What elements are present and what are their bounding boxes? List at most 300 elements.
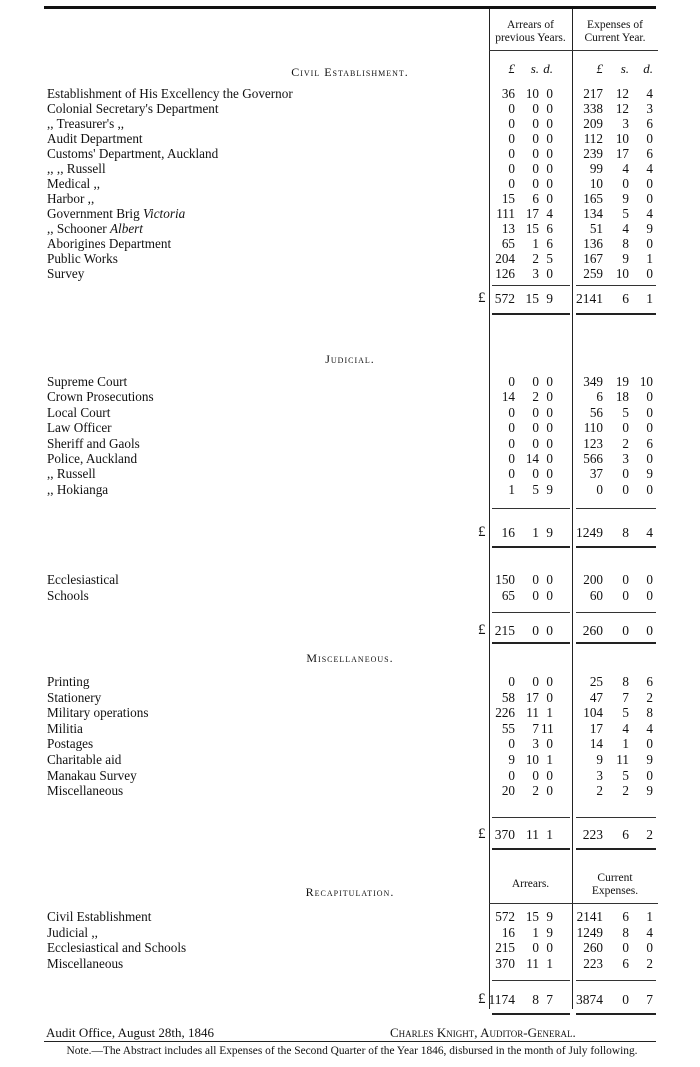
expenses-amount: 223 bbox=[583, 955, 603, 971]
arrears-amount: 2 bbox=[532, 389, 539, 404]
arrears-amount: 0 bbox=[532, 161, 539, 176]
ledger-row bbox=[47, 706, 657, 720]
row-label: Establishment of His Excellency the Governor bbox=[47, 86, 293, 101]
audit-office-date: Audit Office, August 28th, 1846 bbox=[46, 1025, 215, 1040]
arrears-amount: 0 bbox=[532, 176, 539, 191]
expenses-amount: 2 bbox=[622, 436, 629, 451]
expenses-amount: 0 bbox=[646, 940, 653, 955]
section-title: Recapitulation. bbox=[305, 885, 395, 899]
arrears-amount: 6 bbox=[532, 191, 539, 206]
section-title: Miscellaneous. bbox=[306, 651, 394, 665]
arrears-amount: 6 bbox=[546, 236, 553, 251]
expenses-amount: 5 bbox=[622, 768, 629, 783]
arrears-amount: 0 bbox=[546, 768, 553, 783]
total-rule bbox=[492, 313, 570, 315]
arrears-amount: 14 bbox=[525, 451, 539, 466]
row-label: Audit Department bbox=[47, 131, 143, 146]
arrears-amount: 0 bbox=[508, 436, 515, 451]
arrears-amount: 0 bbox=[508, 768, 515, 783]
arrears-amount: 150 bbox=[495, 572, 515, 587]
arrears-amount: 0 bbox=[532, 374, 539, 389]
arrears-amount: 0 bbox=[546, 420, 553, 435]
row-label: ,, Hokianga bbox=[47, 482, 109, 497]
expenses-amount: 1 bbox=[646, 909, 653, 924]
ledger-row bbox=[47, 237, 657, 251]
expenses-header-line2: Current Year. bbox=[584, 32, 646, 44]
expenses-amount: 14 bbox=[589, 736, 603, 751]
expenses-amount: 6 bbox=[646, 436, 653, 451]
arrears-header-line1: Arrears of bbox=[507, 19, 554, 31]
arrears-amount: 0 bbox=[546, 146, 553, 161]
expenses-amount: 0 bbox=[622, 572, 629, 587]
ledger-row bbox=[47, 375, 657, 389]
arrears-amount: 4 bbox=[546, 206, 553, 221]
expenses-amount: 0 bbox=[646, 266, 653, 281]
expenses-amount: 18 bbox=[615, 389, 629, 404]
expenses-amount: 0 bbox=[622, 482, 629, 497]
total-rule bbox=[576, 848, 656, 850]
row-label: Harbor ,, bbox=[47, 191, 95, 206]
arrears-amount: 5 bbox=[532, 482, 539, 497]
expenses-amount: 9 bbox=[622, 191, 629, 206]
ledger-row bbox=[47, 421, 657, 435]
expenses-amount: 0 bbox=[646, 176, 653, 191]
total-arrears: 7 bbox=[546, 992, 553, 1007]
ledger-row bbox=[47, 910, 657, 924]
expenses-amount: 1249 bbox=[576, 924, 603, 940]
expenses-amount: 209 bbox=[583, 116, 603, 131]
expenses-amount: 25 bbox=[589, 674, 603, 689]
expenses-amount: 10 bbox=[615, 266, 629, 281]
expenses-amount: 4 bbox=[622, 721, 629, 736]
total-arrears: 9 bbox=[546, 525, 553, 540]
expenses-amount: 2 bbox=[596, 783, 603, 798]
section-total bbox=[47, 526, 657, 540]
ledger-row bbox=[47, 102, 657, 116]
row-label: Printing bbox=[47, 674, 90, 689]
arrears-amount: 0 bbox=[546, 161, 553, 176]
total-arrears: 9 bbox=[546, 291, 553, 306]
expenses-amount: 0 bbox=[646, 588, 653, 603]
expenses-amount: 10 bbox=[615, 131, 629, 146]
total-rule bbox=[492, 817, 570, 818]
arrears-amount: 5 bbox=[546, 251, 553, 266]
unit-label: d. bbox=[643, 61, 653, 76]
total-expenses: 3874 bbox=[576, 992, 603, 1007]
expenses-amount: 0 bbox=[646, 482, 653, 497]
expenses-amount: 136 bbox=[583, 236, 603, 251]
expenses-amount: 8 bbox=[622, 674, 629, 689]
arrears-amount: 65 bbox=[501, 588, 515, 603]
arrears-amount: 0 bbox=[546, 405, 553, 420]
arrears-amount: 11 bbox=[541, 721, 554, 736]
expenses-amount: 4 bbox=[622, 221, 629, 236]
arrears-amount: 17 bbox=[525, 690, 539, 705]
total-rule bbox=[492, 848, 570, 850]
expenses-amount: 0 bbox=[622, 420, 629, 435]
arrears-amount: 0 bbox=[546, 674, 553, 689]
arrears-amount: 1 bbox=[532, 236, 539, 251]
expenses-amount: 10 bbox=[589, 176, 603, 191]
total-arrears: 1 bbox=[546, 827, 553, 842]
arrears-amount: 204 bbox=[495, 251, 515, 266]
arrears-amount: 0 bbox=[546, 86, 553, 101]
recap-arrears-header: Arrears. bbox=[511, 878, 550, 890]
ledger-row bbox=[47, 437, 657, 451]
expenses-amount: 4 bbox=[646, 86, 653, 101]
expenses-amount: 0 bbox=[622, 588, 629, 603]
expenses-amount: 99 bbox=[589, 161, 603, 176]
row-label: Stationery bbox=[47, 690, 102, 705]
arrears-amount: 0 bbox=[532, 674, 539, 689]
total-rule bbox=[492, 612, 570, 613]
expenses-amount: 2 bbox=[622, 783, 629, 798]
expenses-amount: 0 bbox=[596, 482, 603, 497]
expenses-amount: 110 bbox=[583, 420, 603, 435]
arrears-amount: 0 bbox=[546, 131, 553, 146]
arrears-amount: 0 bbox=[546, 940, 553, 955]
arrears-amount: 0 bbox=[532, 588, 539, 603]
ledger-row bbox=[47, 177, 657, 191]
expenses-amount: 0 bbox=[646, 131, 653, 146]
arrears-amount: 9 bbox=[546, 924, 553, 940]
expenses-amount: 1 bbox=[646, 251, 653, 266]
arrears-amount: 15 bbox=[525, 909, 539, 924]
expenses-amount: 5 bbox=[622, 405, 629, 420]
expenses-header-line1: Expenses of bbox=[587, 19, 643, 31]
arrears-amount: 0 bbox=[508, 736, 515, 751]
total-arrears: 0 bbox=[532, 623, 539, 638]
expenses-amount: 4 bbox=[646, 161, 653, 176]
ledger-row bbox=[47, 957, 657, 971]
row-label: Miscellaneous bbox=[47, 783, 124, 798]
ledger-row bbox=[47, 941, 657, 955]
total-expenses: 1249 bbox=[576, 525, 603, 540]
arrears-amount: 370 bbox=[495, 955, 515, 971]
recap-expenses-header bbox=[572, 872, 658, 898]
ledger-row bbox=[47, 132, 657, 146]
total-rule bbox=[492, 546, 570, 548]
ledger-row bbox=[47, 117, 657, 131]
ledger-row bbox=[47, 162, 657, 176]
expenses-amount: 239 bbox=[583, 146, 603, 161]
arrears-amount: 111 bbox=[496, 206, 515, 221]
arrears-amount: 1 bbox=[546, 752, 553, 767]
arrears-amount: 1 bbox=[546, 955, 553, 971]
row-label: Colonial Secretary's Department bbox=[47, 101, 219, 116]
expenses-amount: 0 bbox=[622, 176, 629, 191]
arrears-amount: 11 bbox=[526, 955, 539, 971]
expenses-amount: 200 bbox=[583, 572, 603, 587]
ledger-row bbox=[47, 573, 657, 587]
expenses-amount: 2141 bbox=[576, 909, 603, 924]
arrears-amount: 0 bbox=[546, 101, 553, 116]
ledger-row bbox=[47, 737, 657, 751]
expenses-amount: 338 bbox=[583, 101, 603, 116]
expenses-amount: 9 bbox=[596, 752, 603, 767]
row-label: Public Works bbox=[47, 251, 118, 266]
expenses-amount: 1 bbox=[622, 736, 629, 751]
row-label: Ecclesiastical bbox=[47, 572, 119, 587]
arrears-amount: 1 bbox=[532, 924, 539, 940]
arrears-amount: 15 bbox=[501, 191, 515, 206]
row-label: Crown Prosecutions bbox=[47, 389, 154, 404]
total-arrears: 11 bbox=[526, 827, 539, 842]
arrears-amount: 0 bbox=[508, 176, 515, 191]
arrears-amount: 10 bbox=[525, 86, 539, 101]
arrears-amount: 2 bbox=[532, 251, 539, 266]
ledger-row bbox=[47, 769, 657, 783]
arrears-amount: 17 bbox=[525, 206, 539, 221]
arrears-amount: 0 bbox=[508, 146, 515, 161]
total-rule bbox=[576, 817, 656, 818]
section-title: Judicial. bbox=[325, 352, 375, 366]
expenses-amount: 3 bbox=[646, 101, 653, 116]
arrears-amount: 0 bbox=[532, 436, 539, 451]
ledger-row bbox=[47, 753, 657, 767]
arrears-amount: 0 bbox=[508, 131, 515, 146]
total-rule bbox=[492, 642, 570, 644]
total-expenses: 4 bbox=[646, 525, 653, 540]
ledger-row bbox=[47, 207, 657, 221]
arrears-amount: 0 bbox=[546, 176, 553, 191]
expenses-amount: 56 bbox=[589, 405, 603, 420]
arrears-amount: 13 bbox=[501, 221, 515, 236]
expenses-amount: 19 bbox=[615, 374, 629, 389]
total-expenses: 7 bbox=[646, 992, 653, 1007]
expenses-amount: 2 bbox=[646, 690, 653, 705]
arrears-amount: 14 bbox=[501, 389, 515, 404]
total-rule bbox=[576, 546, 656, 548]
unit-label: s. bbox=[530, 61, 539, 76]
expenses-amount: 9 bbox=[646, 752, 653, 767]
pound-sign: £ bbox=[478, 524, 486, 540]
expenses-amount: 4 bbox=[622, 161, 629, 176]
expenses-amount: 9 bbox=[646, 783, 653, 798]
expenses-amount: 37 bbox=[589, 466, 603, 481]
arrears-amount: 0 bbox=[532, 131, 539, 146]
arrears-amount: 0 bbox=[546, 191, 553, 206]
recap-header-rule bbox=[489, 903, 658, 904]
expenses-amount: 0 bbox=[646, 420, 653, 435]
arrears-amount: 20 bbox=[501, 783, 515, 798]
row-label: Government Brig Victoria bbox=[47, 206, 186, 221]
arrears-amount: 0 bbox=[546, 451, 553, 466]
row-label: Supreme Court bbox=[47, 374, 128, 389]
arrears-header-line2: previous Years. bbox=[495, 32, 566, 44]
ledger-row bbox=[47, 87, 657, 101]
arrears-amount: 3 bbox=[532, 736, 539, 751]
row-label: Police, Auckland bbox=[47, 451, 138, 466]
pound-sign: £ bbox=[478, 826, 486, 842]
total-rule bbox=[492, 285, 570, 286]
arrears-amount: 10 bbox=[525, 752, 539, 767]
ledger-row bbox=[47, 390, 657, 404]
ledger-row bbox=[47, 483, 657, 497]
expenses-amount: 12 bbox=[615, 101, 629, 116]
arrears-amount: 0 bbox=[532, 146, 539, 161]
total-expenses: 2141 bbox=[576, 291, 603, 306]
total-expenses: 260 bbox=[582, 623, 603, 638]
expenses-amount: 10 bbox=[639, 374, 653, 389]
arrears-amount: 1 bbox=[546, 705, 553, 720]
expenses-amount: 3 bbox=[622, 116, 629, 131]
total-rule bbox=[576, 508, 656, 509]
unit-label: s. bbox=[620, 61, 629, 76]
expenses-amount: 349 bbox=[583, 374, 603, 389]
total-expenses: 223 bbox=[582, 827, 603, 842]
row-label: Medical ,, bbox=[47, 176, 101, 191]
recap-expenses-header-line: Current bbox=[597, 872, 633, 884]
expenses-amount: 0 bbox=[622, 466, 629, 481]
expenses-amount: 51 bbox=[589, 221, 603, 236]
header-rule bbox=[489, 50, 658, 51]
expenses-amount: 9 bbox=[646, 221, 653, 236]
expenses-amount: 0 bbox=[646, 451, 653, 466]
expenses-amount: 0 bbox=[646, 405, 653, 420]
expenses-amount: 6 bbox=[646, 146, 653, 161]
vessel-name: Albert bbox=[110, 221, 143, 236]
auditor-signature: Charles Knight, Auditor-General. bbox=[390, 1025, 576, 1040]
total-expenses: 1 bbox=[646, 291, 653, 306]
expenses-amount: 3 bbox=[596, 768, 603, 783]
expenses-amount: 6 bbox=[646, 116, 653, 131]
ledger-row bbox=[47, 722, 657, 736]
expenses-amount: 104 bbox=[583, 705, 603, 720]
total-rule bbox=[492, 980, 570, 981]
expenses-amount: 47 bbox=[589, 690, 603, 705]
arrears-amount: 0 bbox=[532, 940, 539, 955]
arrears-amount: 0 bbox=[508, 161, 515, 176]
ledger-row bbox=[47, 147, 657, 161]
expenses-amount: 3 bbox=[622, 451, 629, 466]
arrears-amount: 9 bbox=[546, 909, 553, 924]
arrears-amount: 55 bbox=[501, 721, 515, 736]
arrears-amount: 0 bbox=[508, 374, 515, 389]
arrears-amount: 15 bbox=[525, 221, 539, 236]
expenses-amount: 0 bbox=[646, 236, 653, 251]
top-rule bbox=[44, 6, 656, 9]
row-label: Charitable aid bbox=[47, 752, 122, 767]
expenses-amount: 5 bbox=[622, 705, 629, 720]
arrears-amount: 0 bbox=[532, 768, 539, 783]
total-arrears: 1 bbox=[532, 525, 539, 540]
arrears-amount: 0 bbox=[508, 101, 515, 116]
row-label: Sheriff and Gaols bbox=[47, 436, 140, 451]
arrears-amount: 0 bbox=[532, 101, 539, 116]
expenses-amount: 2 bbox=[646, 955, 653, 971]
row-label: Customs' Department, Auckland bbox=[47, 146, 219, 161]
arrears-amount: 0 bbox=[508, 451, 515, 466]
total-arrears: 15 bbox=[525, 291, 539, 306]
total-rule bbox=[576, 642, 656, 644]
expenses-amount: 123 bbox=[583, 436, 603, 451]
arrears-amount: 226 bbox=[495, 705, 515, 720]
section-total bbox=[47, 624, 657, 638]
arrears-amount: 36 bbox=[501, 86, 515, 101]
row-label: Postages bbox=[47, 736, 94, 751]
row-label: ,, Schooner Albert bbox=[47, 221, 143, 236]
expenses-amount: 9 bbox=[646, 466, 653, 481]
arrears-amount: 0 bbox=[546, 588, 553, 603]
ledger-row bbox=[47, 784, 657, 798]
total-rule bbox=[492, 1013, 570, 1015]
expenses-amount: 8 bbox=[622, 236, 629, 251]
expenses-amount: 167 bbox=[583, 251, 603, 266]
arrears-amount: 7 bbox=[532, 721, 539, 736]
expenses-amount: 566 bbox=[583, 451, 603, 466]
expenses-amount: 6 bbox=[646, 674, 653, 689]
row-label: Survey bbox=[47, 266, 85, 281]
expenses-amount: 11 bbox=[616, 752, 629, 767]
expenses-amount: 8 bbox=[622, 924, 629, 940]
expenses-amount: 260 bbox=[583, 940, 603, 955]
recap-expenses-header-line: Expenses. bbox=[591, 885, 639, 897]
arrears-amount: 0 bbox=[508, 116, 515, 131]
expenses-amount: 0 bbox=[622, 940, 629, 955]
pound-sign: £ bbox=[478, 622, 486, 638]
ledger-row bbox=[47, 406, 657, 420]
arrears-amount: 0 bbox=[546, 783, 553, 798]
arrears-amount: 0 bbox=[532, 466, 539, 481]
total-arrears: 572 bbox=[494, 291, 515, 306]
total-rule bbox=[576, 285, 656, 286]
expenses-amount: 4 bbox=[646, 721, 653, 736]
pound-sign: £ bbox=[478, 991, 486, 1007]
row-label: Miscellaneous bbox=[47, 955, 124, 971]
expenses-amount: 8 bbox=[646, 705, 653, 720]
expenses-amount: 259 bbox=[583, 266, 603, 281]
row-label: Civil Establishment bbox=[47, 909, 152, 924]
expenses-amount: 6 bbox=[596, 389, 603, 404]
total-arrears: 1174 bbox=[488, 992, 515, 1007]
ledger-row bbox=[47, 467, 657, 481]
arrears-amount: 0 bbox=[532, 116, 539, 131]
ledger-row bbox=[47, 192, 657, 206]
ledger-row bbox=[47, 691, 657, 705]
arrears-amount: 0 bbox=[532, 405, 539, 420]
expenses-amount: 60 bbox=[589, 588, 603, 603]
row-label: Manakau Survey bbox=[47, 768, 137, 783]
arrears-amount: 0 bbox=[508, 420, 515, 435]
row-label: ,, ,, Russell bbox=[47, 161, 106, 176]
arrears-amount: 16 bbox=[501, 924, 515, 940]
total-expenses: 6 bbox=[622, 827, 629, 842]
total-rule bbox=[576, 980, 656, 981]
expenses-amount: 134 bbox=[583, 206, 603, 221]
arrears-amount: 0 bbox=[532, 572, 539, 587]
arrears-amount: 2 bbox=[532, 783, 539, 798]
note-rule bbox=[44, 1041, 656, 1042]
arrears-amount: 0 bbox=[546, 466, 553, 481]
expenses-amount: 165 bbox=[583, 191, 603, 206]
arrears-amount: 0 bbox=[546, 374, 553, 389]
arrears-amount: 215 bbox=[495, 940, 515, 955]
unit-label: d. bbox=[543, 61, 553, 76]
arrears-amount: 65 bbox=[501, 236, 515, 251]
row-label: Militia bbox=[47, 721, 83, 736]
row-label: Military operations bbox=[47, 705, 149, 720]
ledger-row bbox=[47, 926, 657, 940]
total-arrears: 370 bbox=[494, 827, 515, 842]
expenses-amount: 9 bbox=[622, 251, 629, 266]
arrears-amount: 0 bbox=[546, 736, 553, 751]
total-rule bbox=[576, 1013, 656, 1015]
expenses-amount: 0 bbox=[646, 736, 653, 751]
arrears-amount: 0 bbox=[546, 690, 553, 705]
section-total bbox=[47, 292, 657, 306]
total-expenses: 0 bbox=[622, 623, 629, 638]
